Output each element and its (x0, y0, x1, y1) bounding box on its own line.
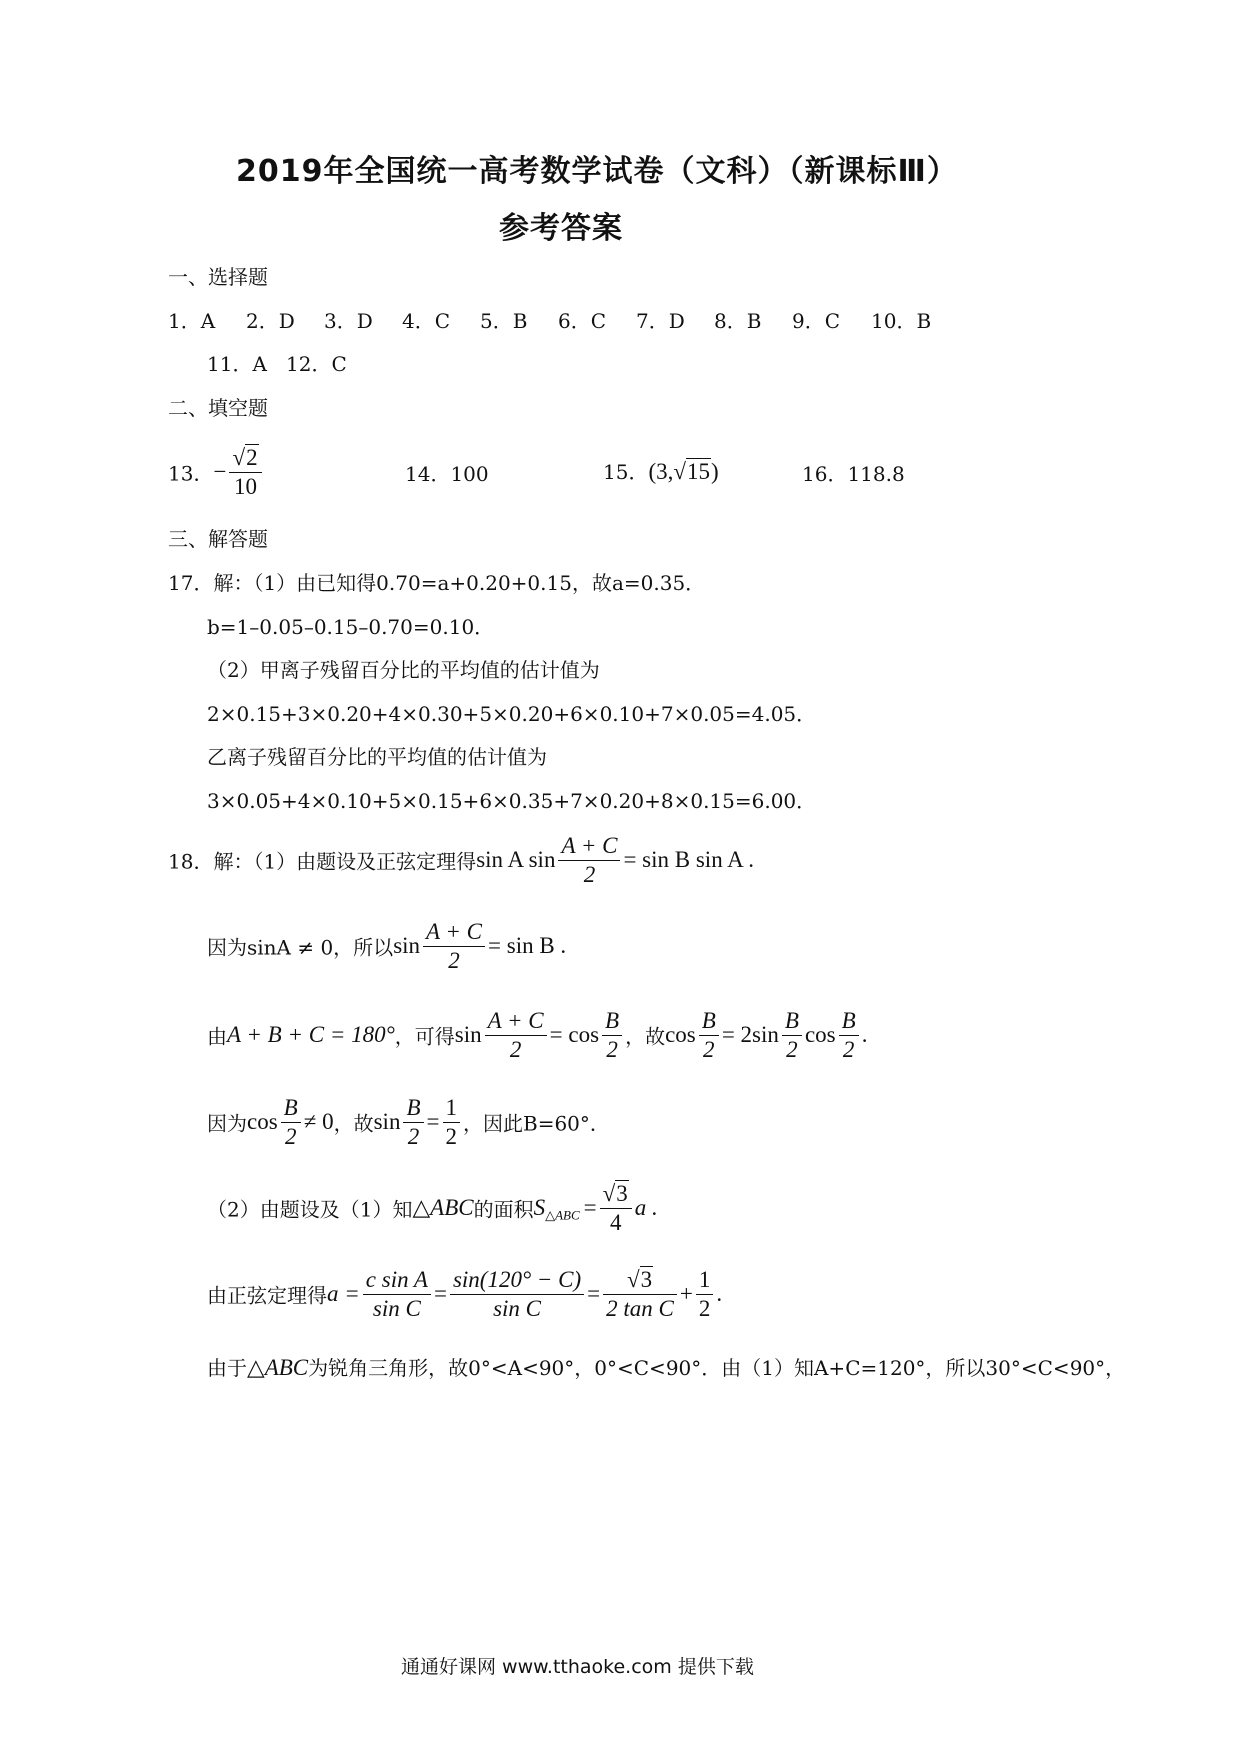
q13-sign: − (213, 459, 227, 485)
fraction: $\frac{A + C}{2}$ (423, 918, 485, 974)
q18-line-2: 因为sinA ≠ 0，所以sin $\frac{A + C}{2}$ = sin B . (207, 919, 567, 973)
choice-answer: 5．B (480, 309, 528, 333)
q17-line-6: 3×0.05+4×0.10+5×0.15+6×0.35+7×0.20+8×0.15=6.00． (207, 789, 817, 813)
section-choice-label: 一、选择题 (168, 265, 268, 289)
choice-answer: 10．B (871, 309, 932, 333)
q17-line-3: （2）甲离子残留百分比的平均值的估计值为 (207, 658, 600, 682)
fraction: $\frac{B}{2}$ (699, 1007, 719, 1063)
q18-line-4: 因为cos $\frac{B}{2}$ ≠ 0，故sin $\frac{B}{2}$ = $\frac{1}{2}$ ，因此B=60°． (207, 1095, 610, 1149)
q17-line-4: 2×0.15+3×0.20+4×0.30+5×0.20+6×0.10+7×0.05=4.05． (207, 702, 817, 726)
choice-answer: 8．B (714, 309, 762, 333)
fraction: $\frac{1}{2}$ (696, 1266, 714, 1322)
fraction: $\frac{B}{2}$ (602, 1007, 622, 1063)
fraction: $\frac{\sin(120^\circ - C)}{\text{sin C}}$ (450, 1266, 584, 1322)
choice-answer: 4．C (402, 309, 451, 333)
section-solution-label: 三、解答题 (168, 527, 268, 551)
fill-answer-14: 14．100 (405, 462, 489, 486)
fraction: $\frac{√3}{\text{2 tan C}}$ (603, 1266, 677, 1322)
sqrt-symbol: √15 (673, 459, 710, 484)
q13-label: 13． (168, 461, 214, 486)
q17-line-2: b=1–0.05–0.15–0.70=0.10． (207, 615, 495, 639)
sqrt-symbol: √2 (232, 445, 258, 470)
q18-line-3: 由A + B + C = 180°，可得sin $\frac{A + C}{2}$ = cos $\frac{B}{2}$ ，故cos $\frac{B}{2}$ = 2sin $\frac{B}{2}$ cos $\frac{B}{2}$ . (207, 1008, 868, 1062)
choice-answer: 1．A (168, 309, 216, 333)
choice-answer: 3．D (324, 309, 373, 333)
choice-answer: 6．C (558, 309, 607, 333)
fraction: $\frac{B}{2}$ (403, 1094, 423, 1150)
fraction: $\frac{1}{2}$ (443, 1094, 461, 1150)
choice-answer: 11．A (207, 352, 267, 376)
fraction: $\frac{A + C}{2}$ (485, 1007, 547, 1063)
sqrt-symbol: √3 (626, 1267, 653, 1292)
q13-fraction: $\frac{√2}{10}$ (229, 444, 261, 500)
page-footer: 通通好课网 www.tthaoke.com 提供下载 (401, 1656, 754, 1678)
fill-answer-13 (168, 444, 265, 500)
choice-answer: 2．D (246, 309, 295, 333)
choice-answer: 7．D (636, 309, 685, 333)
sqrt-symbol: √3 (602, 1181, 628, 1206)
fraction: $\frac{√3}{4}$ (600, 1180, 632, 1236)
section-fill-label: 二、填空题 (168, 396, 268, 420)
q17-line-1: 17．解：（1）由已知得0.70=a+0.20+0.15，故a=0.35． (168, 571, 706, 595)
fraction: $\frac{\text{c sin A}}{\text{sin C}}$ (363, 1266, 431, 1322)
q18-line-6: 由正弦定理得a = $\frac{\text{c sin A}}{\text{sin C}}$ = $\frac{\sin(120^\circ - C)}{\text{sin C}}$ = $\frac{√3}{\text{2 tan C}}$ + $\frac{1}{2}$ . (207, 1267, 723, 1321)
fraction: $\frac{B}{2}$ (839, 1007, 859, 1063)
fill-answer-15: 15．(3,√15) (603, 459, 719, 484)
fraction: $\frac{B}{2}$ (782, 1007, 802, 1063)
page-subtitle: 参考答案 (499, 211, 623, 246)
choice-answer: 9．C (792, 309, 841, 333)
q18-line-5: （2）由题设及（1）知△ABC的面积$S_{\triangle ABC}$ = $\frac{√3}{4}$ a . (207, 1181, 658, 1235)
q15-label: 15． (603, 460, 649, 484)
q17-line-5: 乙离子残留百分比的平均值的估计值为 (207, 745, 547, 769)
page-title: 2019年全国统一高考数学试卷（文科）（新课标Ⅲ） (236, 154, 958, 189)
fraction: $\frac{B}{2}$ (281, 1094, 301, 1150)
q18-line-1: 18．解：（1）由题设及正弦定理得sin A sin $\frac{A + C}{2}$ = sin B sin A . (168, 833, 755, 887)
choice-answer: 12．C (286, 352, 347, 376)
fill-answer-16: 16．118.8 (802, 462, 905, 486)
fraction: $\frac{A + C}{2}$ (558, 832, 620, 888)
q18-line-7: 由于△ABC为锐角三角形，故0°<A<90°，0°<C<90°．由（1）知A+C=120°，所以30°<C<90°， (207, 1355, 1126, 1380)
